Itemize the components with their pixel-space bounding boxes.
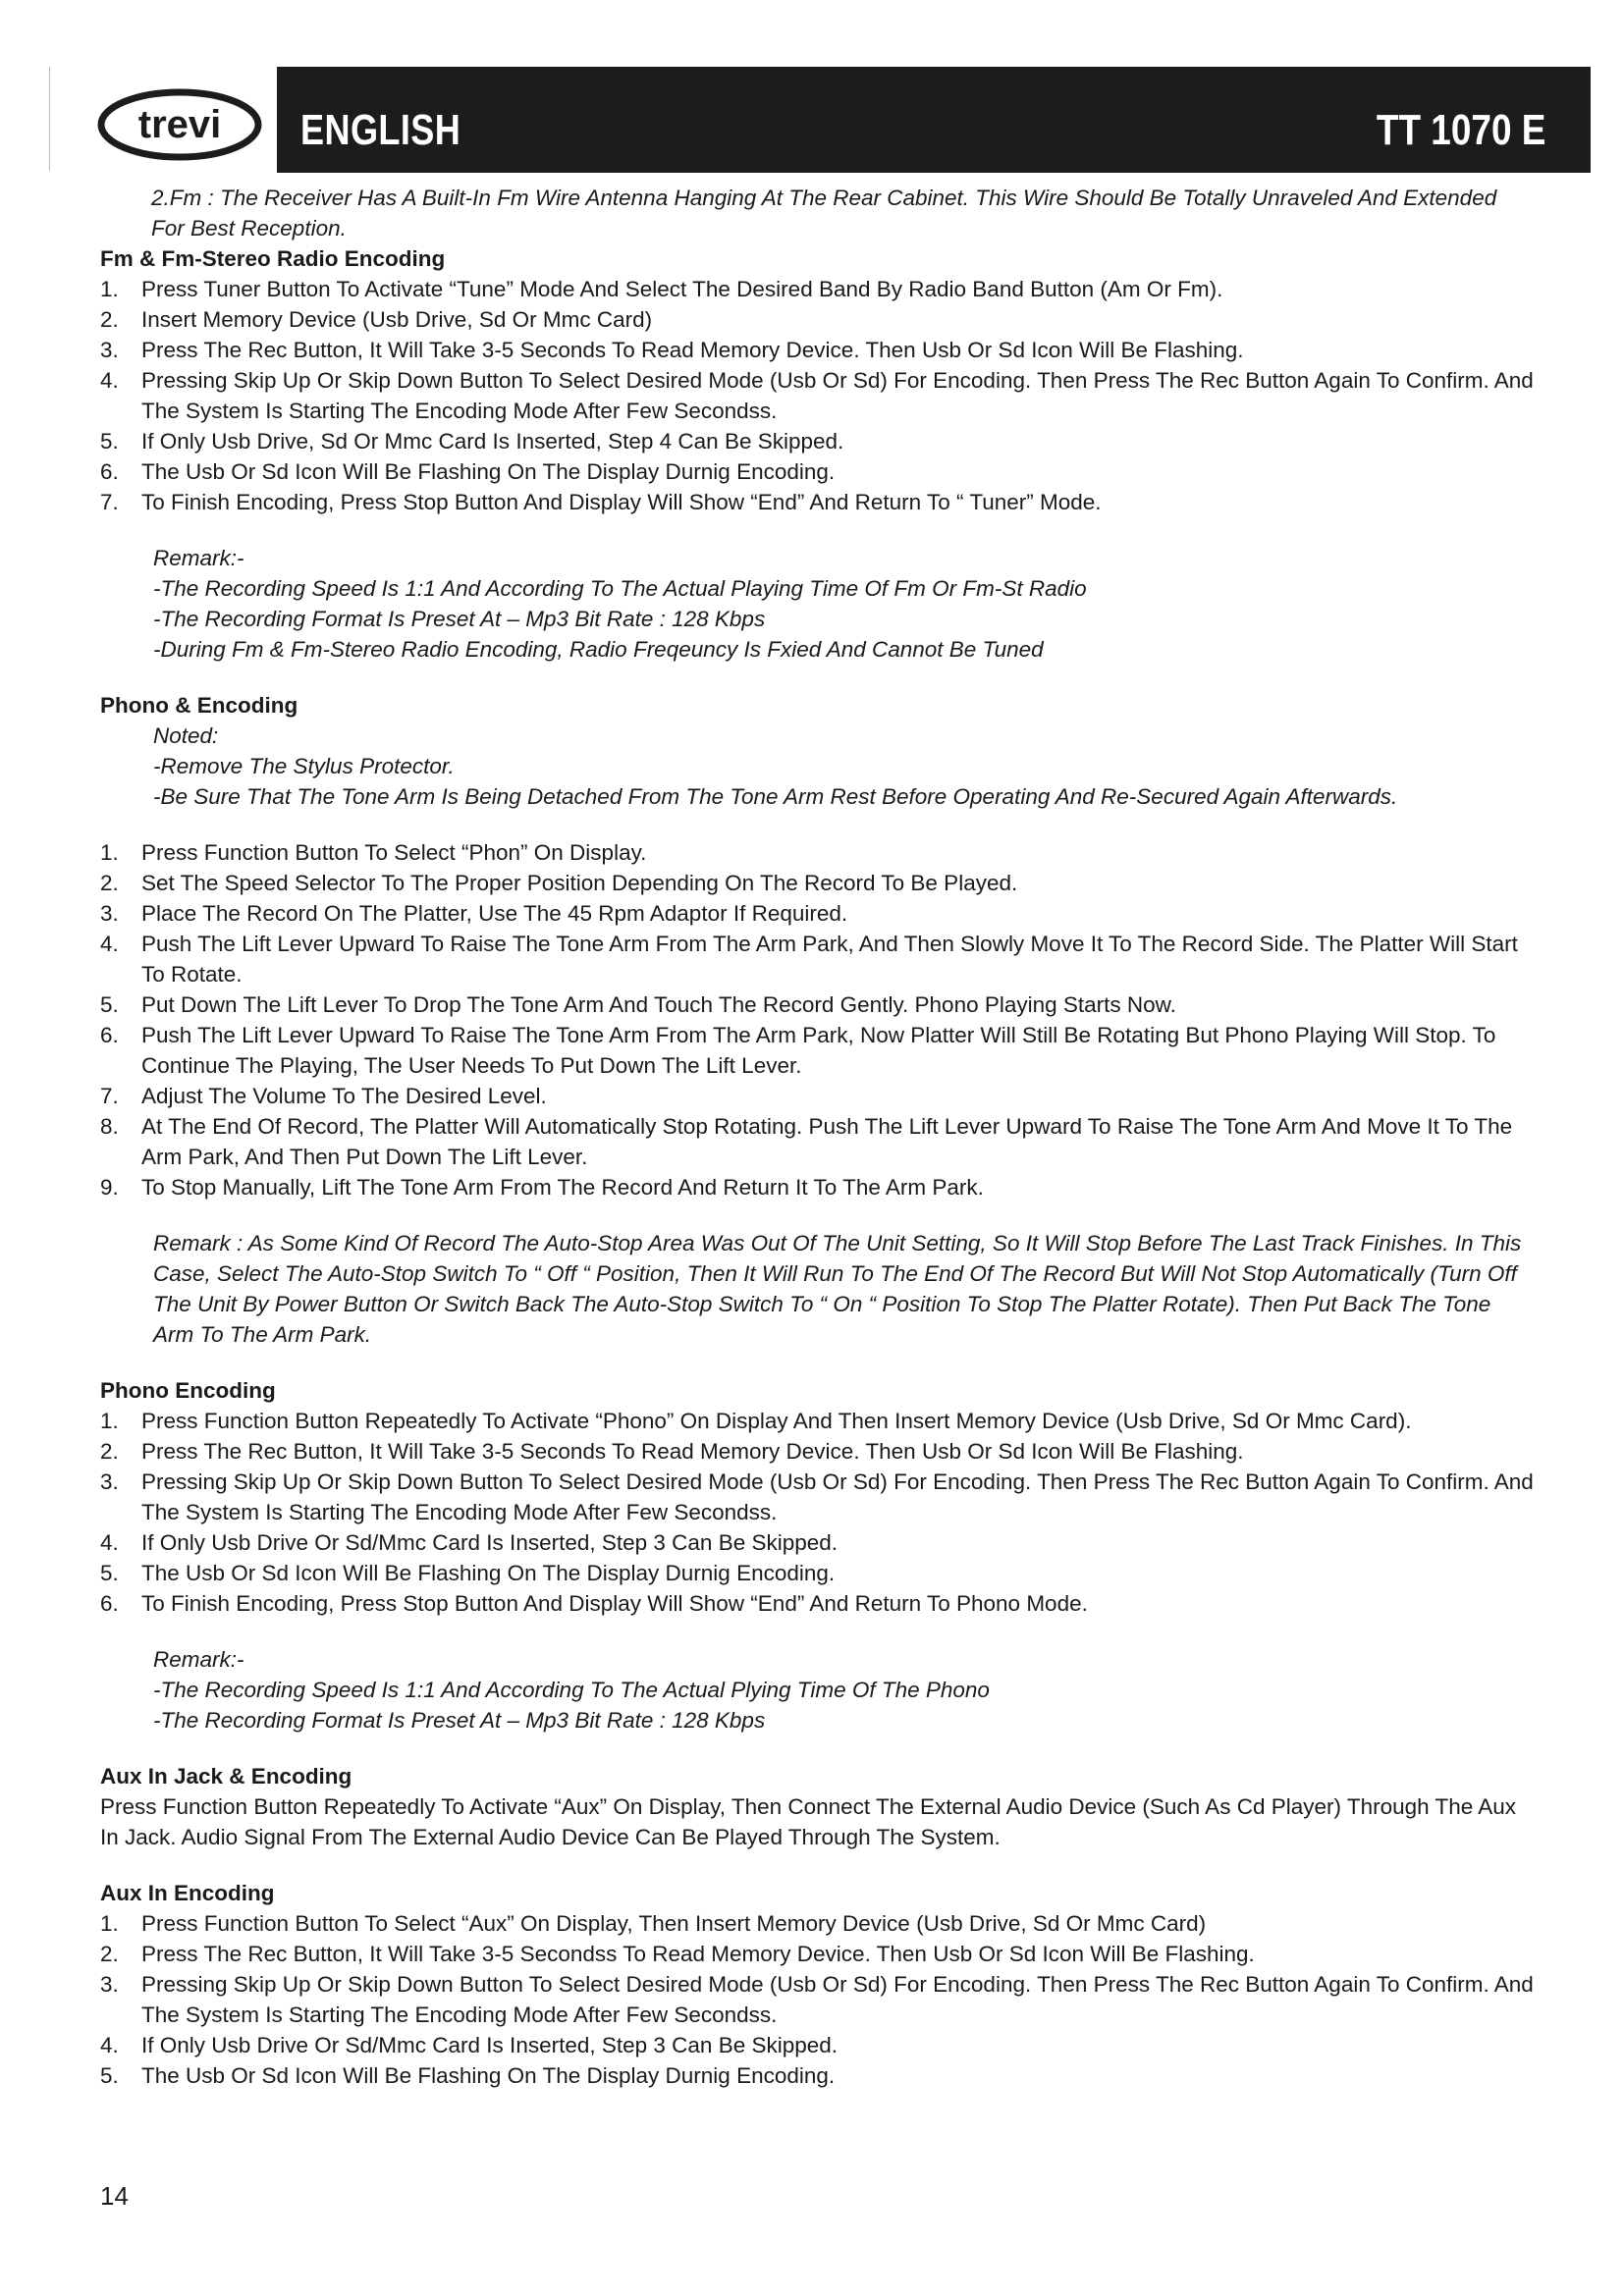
phono-noted-label: Noted: xyxy=(153,723,219,748)
list-item: 7. To Finish Encoding, Press Stop Button And Display Will Show “End” And Return To “ Tuner” Mode. xyxy=(100,490,1102,514)
fm-steps-list xyxy=(100,274,1536,517)
fm-section-heading: Fm & Fm-Stereo Radio Encoding xyxy=(100,246,446,271)
phono-remark: Remark : As Some Kind Of Record The Auto-Stop Area Was Out Of The Unit Setting, So It Will Stop Before The Last Track Finishes. In This Case, Select The Auto-Stop Switch To “ Off “ Position, Then It Will Run To The End Of The Record But Will Not Stop Automatically (Turn Off The Unit By Power Button Or Switch Back The Auto-Stop Switch To “ On “ Position To Stop The Platter Rotate). Then Put Back The Tone Arm To The Arm Park. xyxy=(153,1231,1522,1347)
list-item: 4. If Only Usb Drive Or Sd/Mmc Card Is Inserted, Step 3 Can Be Skipped. xyxy=(100,2033,839,2057)
phono-note-line: -Remove The Stylus Protector. xyxy=(153,754,455,778)
list-item: 5. If Only Usb Drive, Sd Or Mmc Card Is Inserted, Step 4 Can Be Skipped. xyxy=(100,429,844,454)
fm-remark-line: -During Fm & Fm-Stereo Radio Encoding, Radio Freqeuncy Is Fxied And Cannot Be Tuned xyxy=(153,637,1044,662)
phono-encoding-remark-line: -The Recording Format Is Preset At – Mp3 Bit Rate : 128 Kbps xyxy=(153,1708,766,1733)
aux-jack-text: Press Function Button Repeatedly To Activate “Aux” On Display, Then Connect The External Audio Device (Such As Cd Player) Through The Aux In Jack. Audio Signal From The External Audio Device Can Be Played Through The System. xyxy=(100,1794,1517,1849)
aux-encoding-heading: Aux In Encoding xyxy=(100,1881,275,1905)
list-item: 2. Press The Rec Button, It Will Take 3-5 Secondss To Read Memory Device. Then Usb Or Sd Icon Will Be Flashing. xyxy=(100,1942,1255,1966)
fm-remark-line: -The Recording Format Is Preset At – Mp3 Bit Rate : 128 Kbps xyxy=(153,607,766,631)
aux-encoding-steps-list xyxy=(100,1908,1536,2091)
phono-note-line: -Be Sure That The Tone Arm Is Being Detached From The Tone Arm Rest Before Operating And Re-Secured Again Afterwards. xyxy=(153,784,1398,809)
list-item: 3. Press The Rec Button, It Will Take 3-5 Seconds To Read Memory Device. Then Usb Or Sd Icon Will Be Flashing. xyxy=(100,338,1244,362)
list-item: 3. Pressing Skip Up Or Skip Down Button To Select Desired Mode (Usb Or Sd) For Encoding. Then Press The Rec Button Again To Confirm. And The System Is Starting The Encoding Mode After Few Secondss. xyxy=(100,1469,1534,1524)
trevi-logo xyxy=(96,88,263,161)
page-header xyxy=(96,67,1591,173)
list-item: 8. At The End Of Record, The Platter Will Automatically Stop Rotating. Push The Lift Lever Upward To Raise The Tone Arm And Move It To The Arm Park, And Then Put Down The Lift Lever. xyxy=(100,1114,1513,1169)
intro-fm-antenna: 2.Fm : The Receiver Has A Built-In Fm Wire Antenna Hanging At The Rear Cabinet. This Wire Should Be Totally Unraveled And Extended For Best Reception. xyxy=(151,186,1497,240)
phono-encoding-steps-list xyxy=(100,1406,1536,1619)
list-item: 7. Adjust The Volume To The Desired Level. xyxy=(100,1084,547,1108)
list-item: 1. Press Function Button To Select “Phon” On Display. xyxy=(100,840,647,865)
list-item: 6. Push The Lift Lever Upward To Raise The Tone Arm From The Arm Park, Now Platter Will Still Be Rotating But Phono Playing Will Stop. To Continue The Playing, The User Needs To Put Down The Lift Lever. xyxy=(100,1023,1496,1078)
list-item: 6. To Finish Encoding, Press Stop Button And Display Will Show “End” And Return To Phono Mode. xyxy=(100,1591,1088,1616)
list-item: 4. Pressing Skip Up Or Skip Down Button To Select Desired Mode (Usb Or Sd) For Encoding. Then Press The Rec Button Again To Confirm. And The System Is Starting The Encoding Mode After Few Secondss. xyxy=(100,368,1534,423)
list-item: 6. The Usb Or Sd Icon Will Be Flashing On The Display Durnig Encoding. xyxy=(100,459,836,484)
list-item: 3. Pressing Skip Up Or Skip Down Button To Select Desired Mode (Usb Or Sd) For Encoding. Then Press The Rec Button Again To Confirm. And The System Is Starting The Encoding Mode After Few Secondss. xyxy=(100,1972,1534,2027)
phono-encoding-heading: Phono Encoding xyxy=(100,1378,276,1403)
aux-jack-heading: Aux In Jack & Encoding xyxy=(100,1764,352,1789)
page-margin-rule xyxy=(49,67,50,171)
list-item: 1. Press Tuner Button To Activate “Tune” Mode And Select The Desired Band By Radio Band Button (Am Or Fm). xyxy=(100,277,1223,301)
list-item: 9. To Stop Manually, Lift The Tone Arm From The Record And Return It To The Arm Park. xyxy=(100,1175,984,1200)
fm-remark-label: Remark:- xyxy=(153,546,244,570)
list-item: 3. Place The Record On The Platter, Use The 45 Rpm Adaptor If Required. xyxy=(100,901,848,926)
list-item: 1. Press Function Button To Select “Aux” On Display, Then Insert Memory Device (Usb Drive, Sd Or Mmc Card) xyxy=(100,1911,1207,1936)
list-item: 5. Put Down The Lift Lever To Drop The Tone Arm And Touch The Record Gently. Phono Playing Starts Now. xyxy=(100,992,1176,1017)
list-item: 2. Insert Memory Device (Usb Drive, Sd Or Mmc Card) xyxy=(100,307,653,332)
list-item: 2. Set The Speed Selector To The Proper Position Depending On The Record To Be Played. xyxy=(100,871,1018,895)
language-label: ENGLISH xyxy=(300,106,461,154)
model-number: TT 1070 E xyxy=(1376,106,1545,154)
fm-remark-line: -The Recording Speed Is 1:1 And According To The Actual Playing Time Of Fm Or Fm-St Radio xyxy=(153,576,1087,601)
list-item: 5. The Usb Or Sd Icon Will Be Flashing On The Display Durnig Encoding. xyxy=(100,1561,836,1585)
phono-steps-list xyxy=(100,837,1536,1202)
list-item: 5. The Usb Or Sd Icon Will Be Flashing On The Display Durnig Encoding. xyxy=(100,2063,836,2088)
phono-encoding-remark-label: Remark:- xyxy=(153,1647,244,1672)
phono-section-heading: Phono & Encoding xyxy=(100,693,298,718)
list-item: 4. If Only Usb Drive Or Sd/Mmc Card Is Inserted, Step 3 Can Be Skipped. xyxy=(100,1530,839,1555)
phono-encoding-remark-line: -The Recording Speed Is 1:1 And According To The Actual Plying Time Of The Phono xyxy=(153,1678,990,1702)
list-item: 4. Push The Lift Lever Upward To Raise The Tone Arm From The Arm Park, And Then Slowly Move It To The Record Side. The Platter Will Start To Rotate. xyxy=(100,932,1518,987)
list-item: 2. Press The Rec Button, It Will Take 3-5 Seconds To Read Memory Device. Then Usb Or Sd Icon Will Be Flashing. xyxy=(100,1439,1244,1464)
logo-text: trevi xyxy=(137,103,222,146)
page-number: 14 xyxy=(100,2181,129,2211)
manual-content xyxy=(100,183,1536,2091)
header-bar xyxy=(277,67,1591,173)
list-item: 1. Press Function Button Repeatedly To Activate “Phono” On Display And Then Insert Memory Device (Usb Drive, Sd Or Mmc Card). xyxy=(100,1409,1412,1433)
